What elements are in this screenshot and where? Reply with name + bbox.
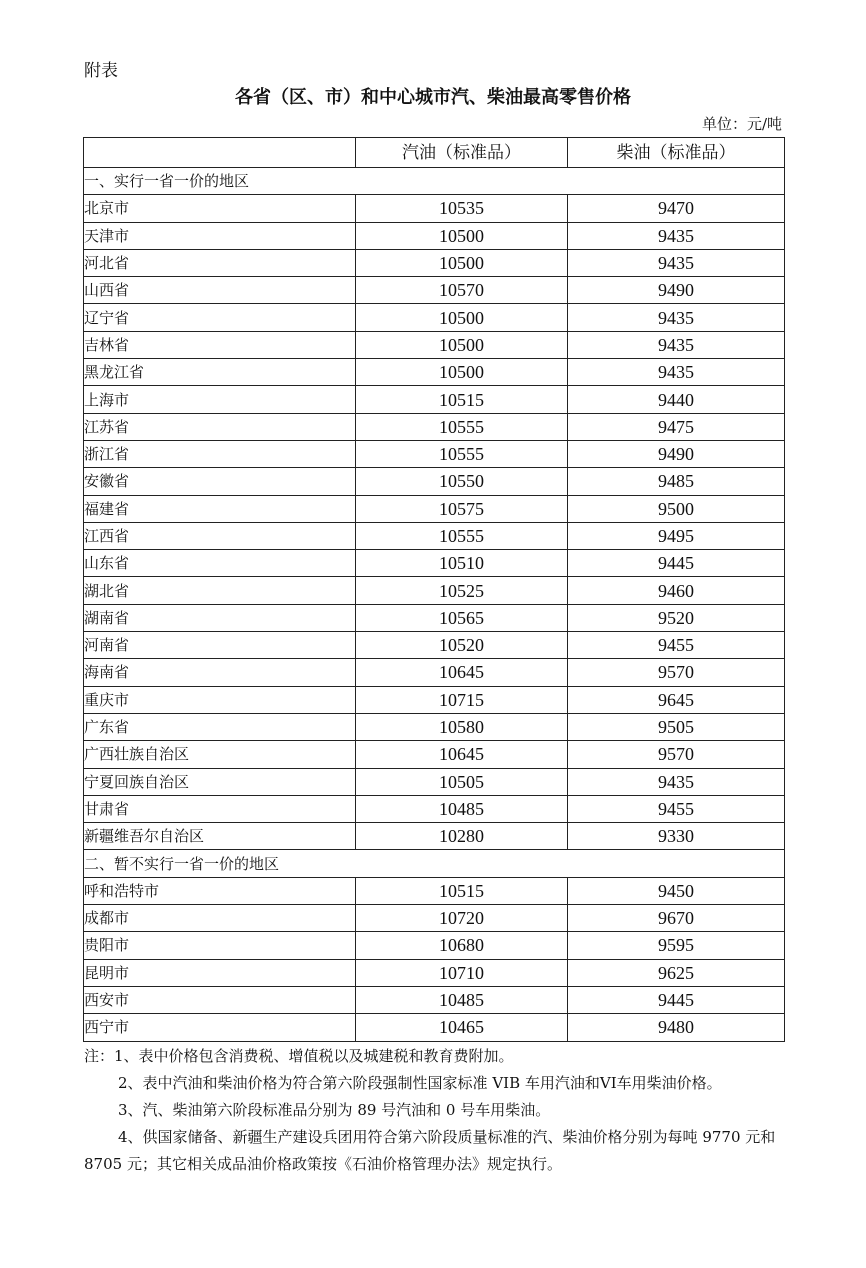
table-row [84, 222, 785, 249]
gasoline-price-cell: 10505 [356, 768, 568, 795]
diesel-price-cell: 9495 [568, 522, 785, 549]
appendix-label: 附表 [84, 61, 118, 81]
region-name-cell: 北京市 [84, 195, 356, 222]
gasoline-price-cell: 10645 [356, 741, 568, 768]
region-name-cell: 安徽省 [84, 468, 356, 495]
gasoline-price-cell: 10500 [356, 249, 568, 276]
gasoline-price-cell: 10570 [356, 277, 568, 304]
table-row [84, 795, 785, 822]
region-name-cell: 成都市 [84, 905, 356, 932]
region-name-cell: 江西省 [84, 522, 356, 549]
table-row [84, 823, 785, 850]
table-row [84, 877, 785, 904]
table-row [84, 331, 785, 358]
gasoline-price-cell: 10520 [356, 632, 568, 659]
diesel-price-cell: 9570 [568, 659, 785, 686]
region-name-cell: 河南省 [84, 632, 356, 659]
region-name-cell: 贵阳市 [84, 932, 356, 959]
gasoline-price-cell: 10500 [356, 331, 568, 358]
diesel-price-cell: 9595 [568, 932, 785, 959]
gasoline-price-cell: 10500 [356, 359, 568, 386]
diesel-price-cell: 9570 [568, 741, 785, 768]
gasoline-price-cell: 10710 [356, 959, 568, 986]
diesel-price-cell: 9475 [568, 413, 785, 440]
table-row [84, 522, 785, 549]
gasoline-price-cell: 10720 [356, 905, 568, 932]
note-1: 注：1、表中价格包含消费税、增值税以及城建税和教育费附加。 [84, 1047, 514, 1065]
region-name-cell: 辽宁省 [84, 304, 356, 331]
section-row [84, 168, 785, 195]
gasoline-price-cell: 10510 [356, 550, 568, 577]
gasoline-price-cell: 10500 [356, 304, 568, 331]
table-row [84, 659, 785, 686]
section-label: 二、暂不实行一省一价的地区 [84, 850, 785, 877]
gasoline-price-cell: 10485 [356, 986, 568, 1013]
region-name-cell: 上海市 [84, 386, 356, 413]
diesel-price-cell: 9435 [568, 768, 785, 795]
region-name-cell: 福建省 [84, 495, 356, 522]
diesel-price-cell: 9455 [568, 795, 785, 822]
diesel-price-cell: 9505 [568, 713, 785, 740]
table-row [84, 604, 785, 631]
region-name-cell: 重庆市 [84, 686, 356, 713]
note-3: 3、汽、柴油第六阶段标准品分别为 89 号汽油和 0 号车用柴油。 [118, 1101, 551, 1119]
region-name-cell: 湖南省 [84, 604, 356, 631]
table-row [84, 468, 785, 495]
gasoline-price-cell: 10680 [356, 932, 568, 959]
gasoline-price-cell: 10280 [356, 823, 568, 850]
diesel-price-cell: 9470 [568, 195, 785, 222]
diesel-price-cell: 9435 [568, 331, 785, 358]
table-row [84, 359, 785, 386]
note-4: 4、供国家储备、新疆生产建设兵团用符合第六阶段质量标准的汽、柴油价格分别为每吨 9770 元和 8705 元；其它相关成品油价格政策按《石油价格管理办法》规定执行。 [84, 1128, 776, 1173]
region-name-cell: 昆明市 [84, 959, 356, 986]
region-name-cell: 海南省 [84, 659, 356, 686]
region-name-cell: 西安市 [84, 986, 356, 1013]
table-row [84, 741, 785, 768]
region-name-cell: 浙江省 [84, 440, 356, 467]
gasoline-price-cell: 10645 [356, 659, 568, 686]
note-2: 2、表中汽油和柴油价格为符合第六阶段强制性国家标准 VIB 车用汽油和VI车用柴油价格。 [118, 1074, 722, 1092]
gasoline-price-cell: 10550 [356, 468, 568, 495]
table-row [84, 277, 785, 304]
unit-label: 单位：元/吨 [701, 115, 782, 133]
table-row [84, 550, 785, 577]
table-row [84, 195, 785, 222]
table-row [84, 577, 785, 604]
gasoline-price-cell: 10580 [356, 713, 568, 740]
diesel-price-cell: 9435 [568, 249, 785, 276]
diesel-price-cell: 9440 [568, 386, 785, 413]
gasoline-price-cell: 10515 [356, 386, 568, 413]
diesel-price-cell: 9460 [568, 577, 785, 604]
region-name-cell: 吉林省 [84, 331, 356, 358]
section-row [84, 850, 785, 877]
table-row [84, 986, 785, 1013]
table-row [84, 686, 785, 713]
header-gasoline: 汽油（标准品） [356, 138, 568, 168]
diesel-price-cell: 9670 [568, 905, 785, 932]
region-name-cell: 宁夏回族自治区 [84, 768, 356, 795]
diesel-price-cell: 9445 [568, 550, 785, 577]
gasoline-price-cell: 10555 [356, 522, 568, 549]
diesel-price-cell: 9435 [568, 304, 785, 331]
header-region [84, 138, 356, 168]
gasoline-price-cell: 10525 [356, 577, 568, 604]
region-name-cell: 新疆维吾尔自治区 [84, 823, 356, 850]
gasoline-price-cell: 10485 [356, 795, 568, 822]
gasoline-price-cell: 10500 [356, 222, 568, 249]
gasoline-price-cell: 10515 [356, 877, 568, 904]
region-name-cell: 黑龙江省 [84, 359, 356, 386]
region-name-cell: 广东省 [84, 713, 356, 740]
gasoline-price-cell: 10555 [356, 413, 568, 440]
diesel-price-cell: 9445 [568, 986, 785, 1013]
diesel-price-cell: 9455 [568, 632, 785, 659]
diesel-price-cell: 9625 [568, 959, 785, 986]
table-row [84, 440, 785, 467]
table-row [84, 959, 785, 986]
gasoline-price-cell: 10465 [356, 1014, 568, 1041]
diesel-price-cell: 9435 [568, 222, 785, 249]
diesel-price-cell: 9490 [568, 440, 785, 467]
notes [84, 1043, 784, 1178]
diesel-price-cell: 9520 [568, 604, 785, 631]
diesel-price-cell: 9435 [568, 359, 785, 386]
table-row [84, 1014, 785, 1041]
table-row [84, 932, 785, 959]
region-name-cell: 山东省 [84, 550, 356, 577]
diesel-price-cell: 9480 [568, 1014, 785, 1041]
table-row [84, 632, 785, 659]
table-header-row [84, 138, 785, 168]
table-row [84, 386, 785, 413]
table-body [84, 168, 785, 1042]
page-title: 各省（区、市）和中心城市汽、柴油最高零售价格 [235, 87, 631, 108]
gasoline-price-cell: 10575 [356, 495, 568, 522]
gasoline-price-cell: 10565 [356, 604, 568, 631]
region-name-cell: 天津市 [84, 222, 356, 249]
region-name-cell: 甘肃省 [84, 795, 356, 822]
diesel-price-cell: 9500 [568, 495, 785, 522]
diesel-price-cell: 9450 [568, 877, 785, 904]
table-row [84, 249, 785, 276]
diesel-price-cell: 9645 [568, 686, 785, 713]
region-name-cell: 西宁市 [84, 1014, 356, 1041]
table-row [84, 495, 785, 522]
region-name-cell: 广西壮族自治区 [84, 741, 356, 768]
header-diesel: 柴油（标准品） [568, 138, 785, 168]
table-row [84, 304, 785, 331]
gasoline-price-cell: 10715 [356, 686, 568, 713]
region-name-cell: 湖北省 [84, 577, 356, 604]
diesel-price-cell: 9490 [568, 277, 785, 304]
gasoline-price-cell: 10535 [356, 195, 568, 222]
region-name-cell: 山西省 [84, 277, 356, 304]
diesel-price-cell: 9485 [568, 468, 785, 495]
region-name-cell: 江苏省 [84, 413, 356, 440]
region-name-cell: 呼和浩特市 [84, 877, 356, 904]
price-table [83, 137, 785, 1042]
section-label: 一、实行一省一价的地区 [84, 168, 785, 195]
gasoline-price-cell: 10555 [356, 440, 568, 467]
table-row [84, 713, 785, 740]
region-name-cell: 河北省 [84, 249, 356, 276]
table-row [84, 768, 785, 795]
table-row [84, 413, 785, 440]
diesel-price-cell: 9330 [568, 823, 785, 850]
table-row [84, 905, 785, 932]
